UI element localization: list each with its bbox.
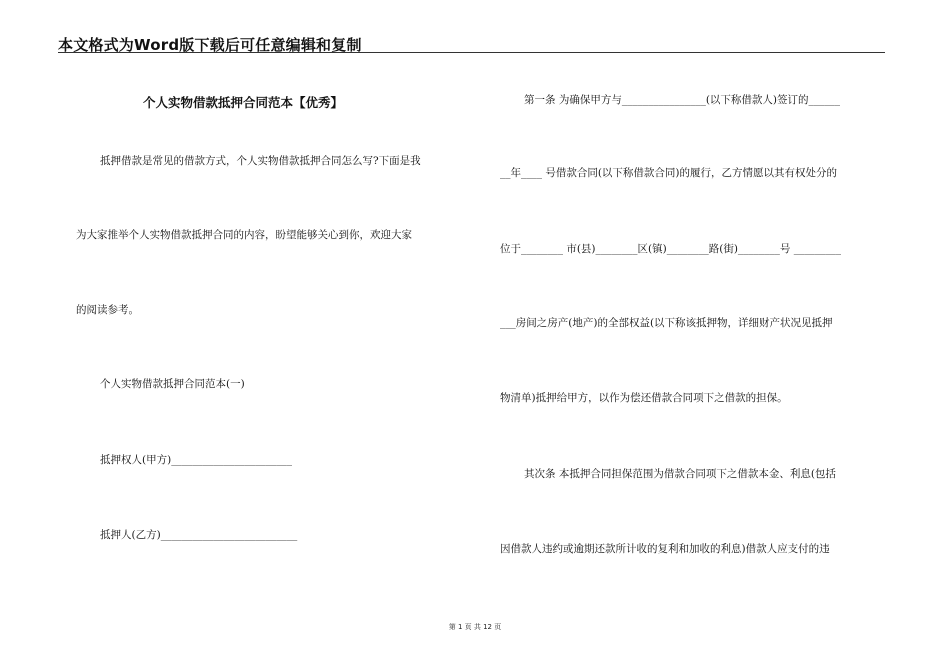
mortgagee-line: 抵押权人(甲方)_______________________ xyxy=(100,454,292,466)
paragraph-line: ___房间之房产(地产)的全部权益(以下称该抵押物，详细财产状况见抵押 xyxy=(500,317,833,329)
document-title: 个人实物借款抵押合同范本【优秀】 xyxy=(142,95,343,110)
paragraph-line: 第一条 为确保甲方与________________(以下称借款人)签订的______ xyxy=(524,94,841,106)
paragraph-line: 为大家推举个人实物借款抵押合同的内容，盼望能够关心到你，欢迎大家 xyxy=(76,229,412,241)
paragraph-line: 的阅读参考。 xyxy=(76,304,139,316)
paragraph-line: __年____ 号借款合同(以下称借款合同)的履行，乙方情愿以其有权处分的 xyxy=(500,167,838,179)
paragraph-line: 物清单)抵押给甲方，以作为偿还借款合同项下之借款的担保。 xyxy=(500,392,788,404)
paragraph-line: 抵押借款是常见的借款方式，个人实物借款抵押合同怎么写?下面是我 xyxy=(100,155,421,167)
paragraph-line: 其次条 本抵押合同担保范围为借款合同项下之借款本金、利息(包括 xyxy=(524,468,836,480)
header-divider xyxy=(58,52,885,53)
paragraph-line: 因借款人违约或逾期还款所计收的复利和加收的利息)借款人应支付的违 xyxy=(500,543,830,555)
page-number: 第 1 页 共 12 页 xyxy=(448,623,502,631)
mortgagor-line: 抵押人(乙方)__________________________ xyxy=(100,529,298,541)
paragraph-line: 位于________ 市(县)________区(镇)________路(街)________号 _________ xyxy=(500,243,842,255)
section-heading: 个人实物借款抵押合同范本(一) xyxy=(100,378,245,390)
document-header: 本文格式为Word版下载后可任意编辑和复制 xyxy=(58,36,362,54)
